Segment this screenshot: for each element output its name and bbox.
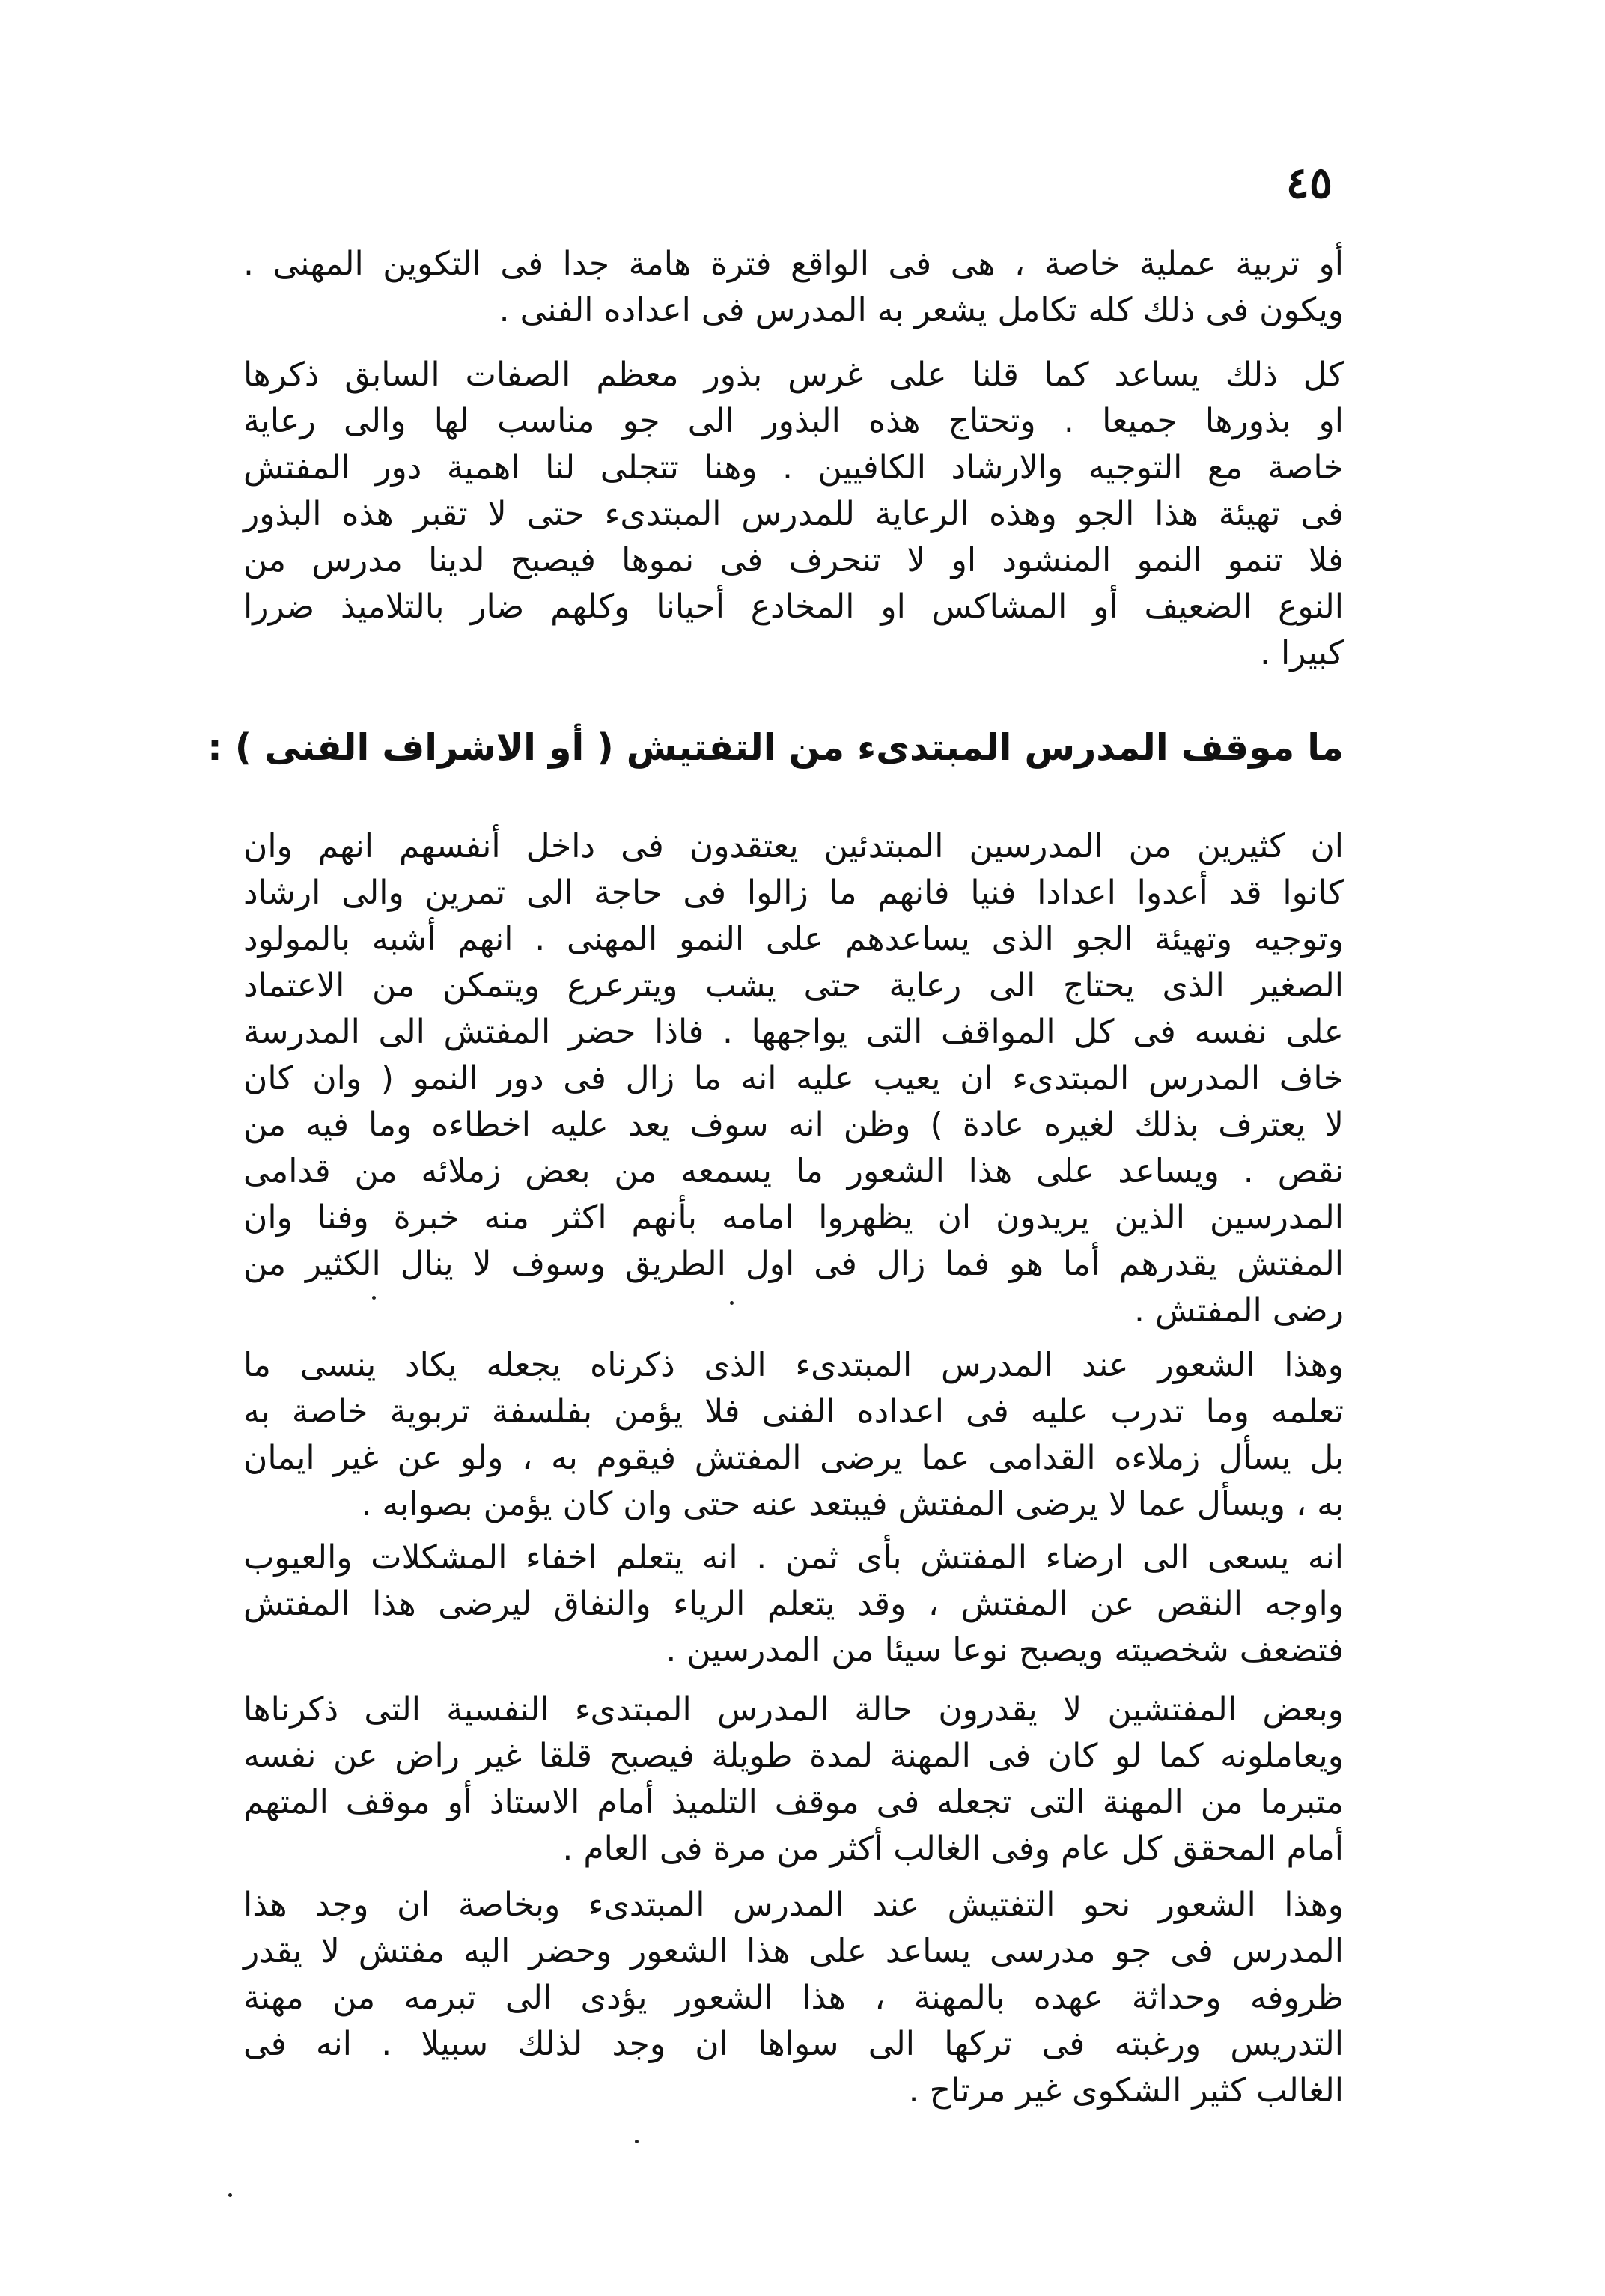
text-line: بل يسأل زملاءه القدامى عما يرضى المفتش فيقوم به ، ولو عن غير ايمان xyxy=(243,1439,1344,1477)
text-line: خاصة مع التوجيه والارشاد الكافيين . وهنا تتجلى لنا اهمية دور المفتش xyxy=(243,448,1344,487)
text-line: أمام المحقق كل عام وفى الغالب أكثر من مرة فى العام . xyxy=(562,1830,1344,1868)
text-line: كبيرا . xyxy=(1260,634,1344,672)
text-line: المفتش يقدرهم أما هو فما زال فى اول الطريق وسوف لا ينال الكثير من xyxy=(243,1245,1344,1283)
text-line: وبعض المفتشين لا يقدرون حالة المدرس المبتدىء النفسية التى ذكرناها xyxy=(243,1690,1344,1729)
scan-speck xyxy=(372,1296,376,1300)
text-line: نقص . ويساعد على هذا الشعور ما يسمعه من بعض زملائه من قدامى xyxy=(243,1152,1344,1190)
text-line: لا يعترف بذلك لغيره عادة ) وظن انه سوف يعد عليه اخطاءه وما فيه من xyxy=(243,1106,1344,1144)
text-line: كانوا قد أعدوا اعدادا فنيا فانهم ما زالوا فى حاجة الى تمرين والى ارشاد xyxy=(243,874,1344,912)
text-line: فى تهيئة هذا الجو وهذه الرعاية للمدرس المبتدىء حتى لا تقبر هذه البذور xyxy=(243,495,1344,533)
text-line: أو تربية عملية خاصة ، هى فى الواقع فترة هامة جدا فى التكوين المهنى . xyxy=(243,245,1344,283)
text-line: النوع الضعيف أو المشاكس او المخادع أحيانا وكلهم ضار بالتلاميذ ضررا xyxy=(243,588,1344,626)
text-line: تعلمه وما تدرب عليه فى اعداده الفنى فلا يؤمن بفلسفة تربوية خاصة به xyxy=(243,1392,1344,1431)
paragraph-attitude-toward-inspection xyxy=(243,1882,1344,2114)
scan-speck xyxy=(228,2193,232,2197)
text-line: الغالب كثير الشكوى غير مرتاح . xyxy=(908,2071,1344,2110)
text-line: انه يسعى الى ارضاء المفتش بأى ثمن . انه يتعلم اخفاء المشكلات والعيوب xyxy=(243,1538,1344,1577)
text-line: به ، ويسأل عما لا يرضى المفتش فيبتعد عنه حتى وان كان يؤمن بصوابه . xyxy=(361,1485,1344,1523)
paragraph-pleasing-inspector xyxy=(243,1535,1344,1674)
scan-speck xyxy=(635,2140,639,2143)
text-line: وهذا الشعور عند المدرس المبتدىء الذى ذكرناه يجعله يكاد ينسى ما xyxy=(243,1346,1344,1384)
text-line: المدرسين الذين يريدون ان يظهروا امامه بأنهم اكثر منه خبرة وفنا وان xyxy=(243,1199,1344,1237)
text-line: او بذورها جميعا . وتحتاج هذه البذور الى جو مناسب لها والى رعاية xyxy=(243,402,1344,440)
paragraph-seeds xyxy=(243,352,1344,677)
paragraph-beginner-teachers xyxy=(243,823,1344,1334)
text-line: كل ذلك يساعد كما قلنا على غرس بذور معظم الصفات السابق ذكرها xyxy=(243,356,1344,394)
text-line: ظروفه وحداثة عهده بالمهنة ، هذا الشعور يؤدى الى تبرمه من مهنة xyxy=(243,1979,1344,2017)
paragraph-continuation xyxy=(243,241,1344,334)
text-line: وتوجيه وتهيئة الجو الذى يساعدهم على النمو المهنى . انهم أشبه بالمولود xyxy=(243,920,1344,958)
section-heading: ما موقف المدرس المبتدىء من التفتيش ( أو الاشراف الفنى ) : xyxy=(207,726,1344,769)
text-line: واوجه النقص عن المفتش ، وقد يتعلم الرياء والنفاق ليرضى هذا المفتش xyxy=(243,1585,1344,1623)
text-line: وهذا الشعور نحو التفتيش عند المدرس المبتدىء وبخاصة ان وجد هذا xyxy=(243,1886,1344,1924)
paragraph-some-inspectors xyxy=(243,1687,1344,1872)
text-line: متبرما من المهنة التى تجعله فى موقف التلميذ أمام الاستاذ أو موقف المتهم xyxy=(243,1783,1344,1821)
text-line: خاف المدرس المبتدىء ان يعيب عليه انه ما زال فى دور النمو ( وان كان xyxy=(243,1059,1344,1097)
paragraph-feeling xyxy=(243,1342,1344,1528)
text-line: رضى المفتش . xyxy=(1134,1291,1344,1330)
text-line: على نفسه فى كل المواقف التى يواجهها . فاذا حضر المفتش الى المدرسة xyxy=(243,1013,1344,1051)
text-line: ويعاملونه كما لو كان فى المهنة لمدة طويلة فيصبح قلقا غير راض عن نفسه xyxy=(243,1737,1344,1775)
text-line: فلا تنمو النمو المنشود او لا تنحرف فى نموها فيصبح لدينا مدرس من xyxy=(243,541,1344,579)
text-line: الصغير الذى يحتاج الى رعاية حتى يشب ويترعرع ويتمكن من الاعتماد xyxy=(243,966,1344,1005)
text-line: ويكون فى ذلك كله تكامل يشعر به المدرس فى اعداده الفنى . xyxy=(499,291,1344,329)
text-line: ان كثيرين من المدرسين المبتدئين يعتقدون فى داخل أنفسهم انهم وان xyxy=(243,827,1344,865)
text-line: المدرس فى جو مدرسى يساعد على هذا الشعور وحضر اليه مفتش لا يقدر xyxy=(243,1932,1344,1970)
scan-speck xyxy=(730,1301,734,1305)
text-line: فتضعف شخصيته ويصبح نوعا سيئا من المدرسين . xyxy=(666,1631,1344,1669)
page-number: ٤٥ xyxy=(1285,157,1333,208)
text-line: التدريس ورغبته فى تركها الى سواها ان وجد لذلك سبيلا . انه فى xyxy=(243,2025,1344,2063)
